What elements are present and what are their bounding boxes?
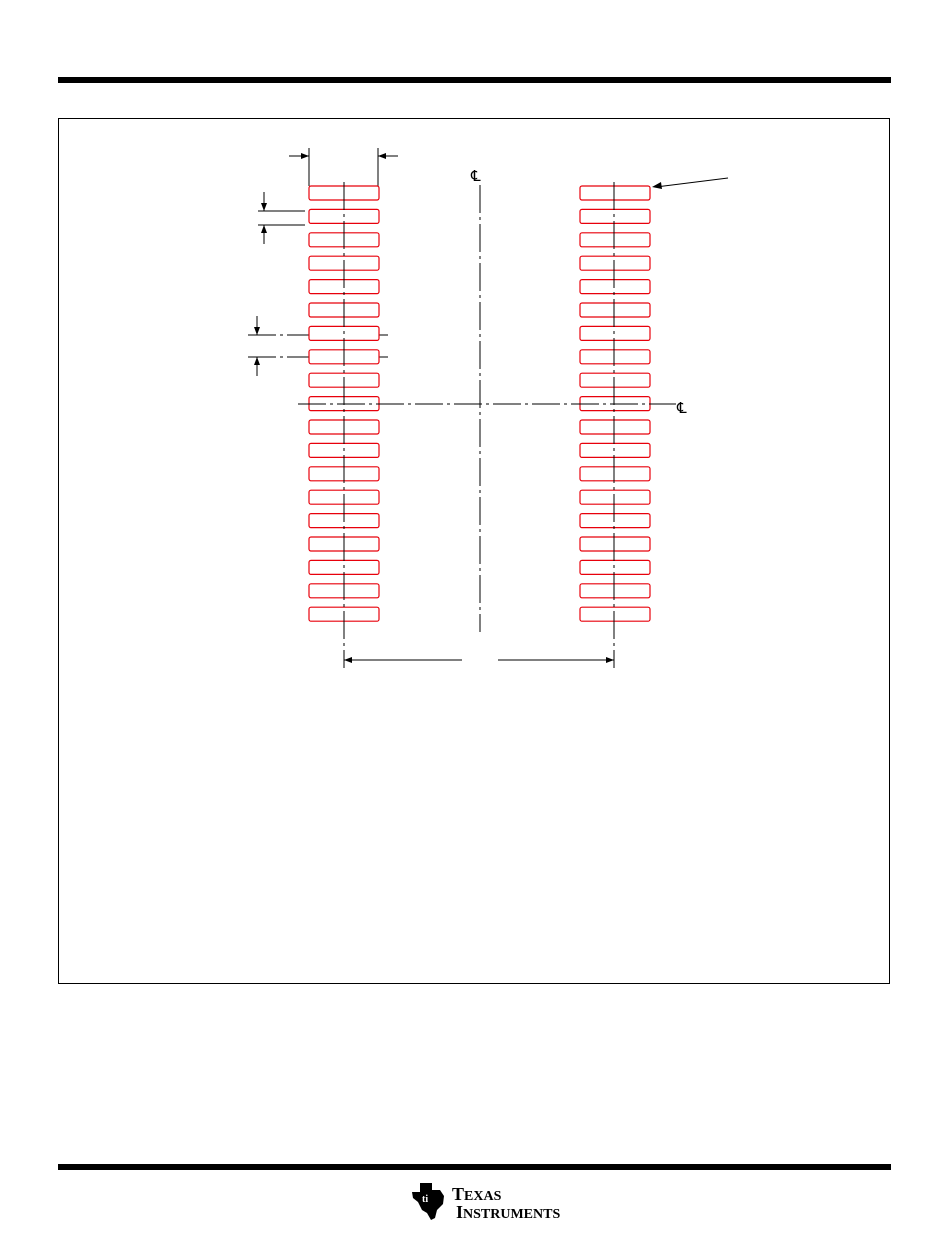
svg-text:ti: ti	[422, 1194, 429, 1205]
texas-state-ti-icon	[412, 1183, 444, 1220]
pad-leader-arrow	[652, 178, 728, 189]
right-pad-19	[580, 607, 650, 621]
horizontal-centerline-label: ℄	[677, 399, 687, 417]
logo-line-1: TEXAS	[452, 1184, 502, 1204]
right-pad-9	[580, 373, 650, 387]
right-pad-7	[580, 326, 650, 340]
right-pad-2	[580, 209, 650, 223]
right-pad-6	[580, 303, 650, 317]
pad-width-dimension	[289, 148, 398, 186]
right-pad-3	[580, 233, 650, 247]
right-pad-5	[580, 280, 650, 294]
right-pad-18	[580, 584, 650, 598]
logo-line-2: INSTRUMENTS	[456, 1202, 561, 1222]
right-pad-4	[580, 256, 650, 270]
right-pad-1	[580, 186, 650, 200]
row-spacing-dimension	[344, 657, 614, 663]
pad-gap-dimension	[258, 192, 305, 244]
right-pad-12	[580, 443, 650, 457]
pitch-dimension	[248, 316, 388, 376]
right-pad-13	[580, 467, 650, 481]
vertical-centerline-label: ℄	[471, 167, 481, 185]
right-pad-15	[580, 514, 650, 528]
right-pad-14	[580, 490, 650, 504]
right-pad-8	[580, 350, 650, 364]
footer-rule	[58, 1164, 891, 1170]
right-pad-17	[580, 560, 650, 574]
texas-instruments-logo	[410, 1180, 590, 1222]
right-pad-16	[580, 537, 650, 551]
right-pad-11	[580, 420, 650, 434]
